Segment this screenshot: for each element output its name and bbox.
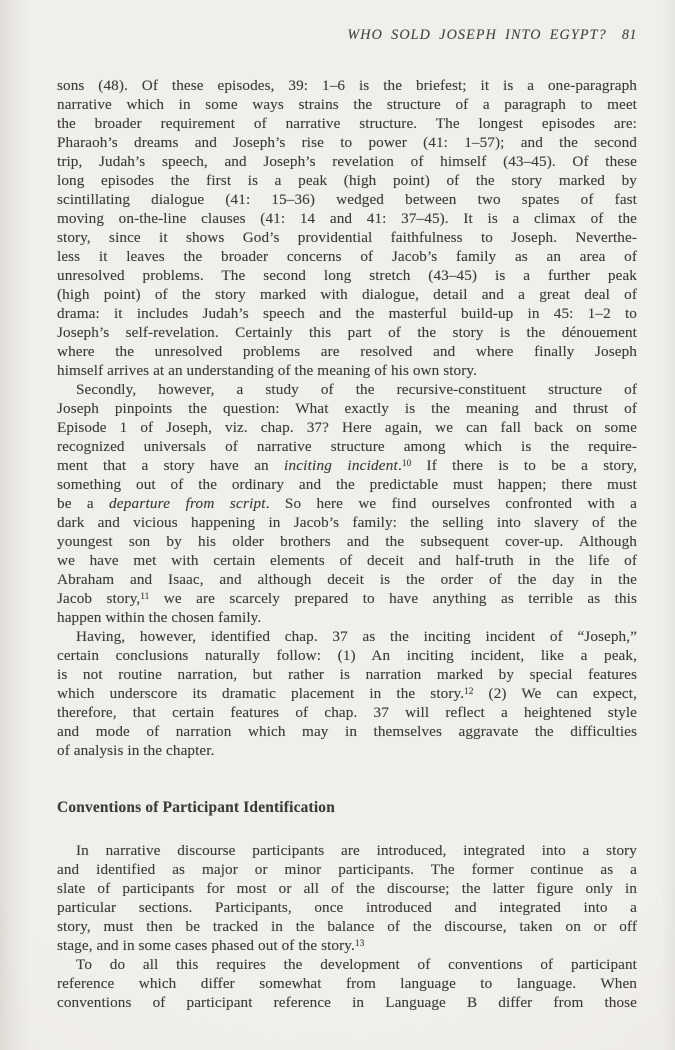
text-line: less it leaves the broader concerns of Jacob’s family as an area of	[57, 248, 637, 265]
text-line: himself arrives at an understanding of the meaning of his own story.	[57, 362, 477, 379]
text-line: Pharaoh’s dreams and Joseph’s rise to power (41: 1–57); and the second	[57, 134, 637, 151]
text-line: which underscore its dramatic placement in the story.$^{12}$ (2) We can expect,	[57, 685, 637, 702]
text-line: Secondly, however, a study of the recursive-constituent structure of	[76, 381, 637, 398]
text-line: the broader requirement of narrative structure. The longest episodes are:	[57, 115, 637, 132]
text-line: recognized universals of narrative structure among which is the require-	[57, 438, 637, 455]
text-line: and identified as major or minor participants. The former continue as a	[57, 861, 637, 878]
text-line: reference which differ somewhat from language to language. When	[57, 975, 637, 992]
page-number: 81	[621, 27, 637, 43]
paragraph	[57, 76, 637, 380]
text-line: something out of the ordinary and the predictable must happen; there must	[57, 476, 637, 493]
text-line: stage, and in some cases phased out of the story.$^{13}$	[57, 937, 365, 954]
section-heading: Conventions of Participant Identification	[57, 799, 335, 816]
text-line: particular sections. Participants, once introduced and integrated into a	[57, 899, 637, 916]
text-line: conventions of participant reference in Language B differ from those	[57, 994, 637, 1011]
text-line: In narrative discourse participants are introduced, integrated into a story	[76, 842, 637, 859]
text-line: sons (48). Of these episodes, 39: 1–6 is the briefest; it is a one-paragraph	[57, 77, 637, 94]
paragraph	[57, 380, 637, 627]
scan-edge-shadow	[661, 0, 675, 1050]
text-line: is not routine narration, but rather is narration marked by special features	[57, 666, 637, 683]
text-line: scintillating dialogue (41: 15–36) wedged between two spates of fast	[57, 191, 637, 208]
text-line: story, since it shows God’s providential faithfulness to Joseph. Neverthe-	[57, 229, 637, 246]
paragraph	[57, 841, 637, 955]
text-line: of analysis in the chapter.	[57, 742, 215, 759]
text-line: we have met with certain elements of deceit and half-truth in the life of	[57, 552, 637, 569]
running-head	[57, 27, 637, 44]
text-line: trip, Judah’s speech, and Joseph’s revelation of himself (43–45). Of these	[57, 153, 637, 170]
text-line: Episode 1 of Joseph, viz. chap. 37? Here again, we can fall back on some	[57, 419, 637, 436]
text-line: happen within the chosen family.	[57, 609, 262, 626]
text-line: Having, however, identified chap. 37 as the inciting incident of “Joseph,”	[76, 628, 637, 645]
text-line: drama: it includes Judah’s speech and the masterful build-up in 45: 1–2 to	[57, 305, 637, 322]
text-line: narrative which in some ways strains the structure of a paragraph to meet	[57, 96, 637, 113]
running-head-title: WHO SOLD JOSEPH INTO EGYPT?	[347, 27, 607, 43]
paragraph	[57, 627, 637, 760]
text-line: certain conclusions naturally follow: (1) An inciting incident, like a peak,	[57, 647, 637, 664]
paragraph	[57, 955, 637, 1012]
text-line: be a departure from script. So here we find ourselves confronted with a	[57, 495, 637, 512]
text-line: Joseph pinpoints the question: What exactly is the meaning and thrust of	[57, 400, 637, 417]
text-line: ment that a story have an inciting incident.$^{10}$ If there is to be a story,	[57, 457, 637, 474]
text-line: youngest son by his older brothers and the subsequent cover-up. Although	[57, 533, 637, 550]
text-line: (high point) of the story marked with dialogue, detail and a great deal of	[57, 286, 637, 303]
text-line: Joseph’s self-revelation. Certainly this part of the story is the dénouement	[57, 324, 637, 341]
text-line: slate of participants for most or all of the discourse; the latter figure only in	[57, 880, 637, 897]
text-line: story, must then be tracked in the balance of the discourse, taken on or off	[57, 918, 637, 935]
text-line: To do all this requires the development of conventions of participant	[76, 956, 637, 973]
scan-gutter-shadow	[0, 0, 30, 1050]
text-line: Jacob story,$^{11}$ we are scarcely prepared to have anything as terrible as this	[57, 590, 637, 607]
text-line: long episodes the first is a peak (high point) of the story marked by	[57, 172, 637, 189]
text-line: where the unresolved problems are resolved and where finally Joseph	[57, 343, 637, 360]
text-line: and mode of narration which may in themselves aggravate the difficulties	[57, 723, 637, 740]
text-line: therefore, that certain features of chap. 37 will reflect a heightened style	[57, 704, 637, 721]
page-body	[57, 76, 637, 1012]
text-line: moving on-the-line clauses (41: 14 and 41: 37–45). It is a climax of the	[57, 210, 637, 227]
text-line: unresolved problems. The second long stretch (43–45) is a further peak	[57, 267, 637, 284]
text-line: dark and vicious happening in Jacob’s family: the selling into slavery of the	[57, 514, 637, 531]
text-line: Abraham and Isaac, and although deceit is the order of the day in the	[57, 571, 637, 588]
